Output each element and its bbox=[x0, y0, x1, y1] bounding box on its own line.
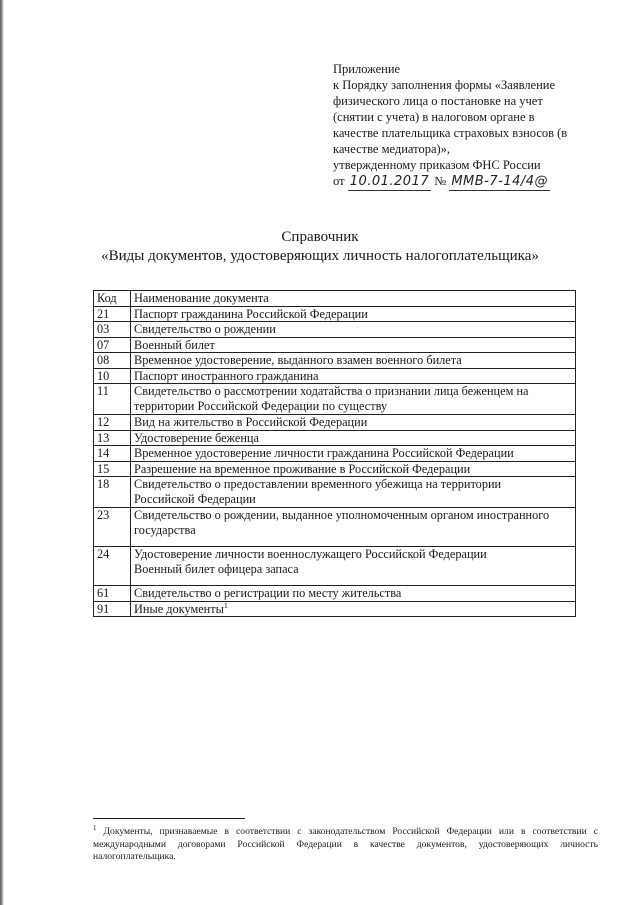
document-types-table bbox=[93, 290, 576, 617]
row-name bbox=[131, 353, 576, 369]
row-name-line: Свидетельство о регистрации по месту жительства bbox=[134, 586, 402, 600]
row-name bbox=[131, 415, 576, 431]
row-name-line: Временное удостоверение, выданного взамен военного билета bbox=[134, 353, 462, 367]
appendix-line: утвержденному приказом ФНС России bbox=[333, 158, 541, 172]
table-row bbox=[94, 353, 576, 369]
appendix-header bbox=[333, 61, 595, 191]
table-row bbox=[94, 508, 576, 547]
appendix-line: физического лица о постановке на учет bbox=[333, 94, 543, 108]
footnote-reference[interactable]: 1 bbox=[223, 600, 228, 610]
row-code: 18 bbox=[94, 477, 131, 508]
row-code: 15 bbox=[94, 461, 131, 477]
row-code: 14 bbox=[94, 446, 131, 462]
row-code: 03 bbox=[94, 322, 131, 338]
table-row bbox=[94, 446, 576, 462]
table-row bbox=[94, 430, 576, 446]
row-code: 10 bbox=[94, 368, 131, 384]
row-code: 11 bbox=[94, 384, 131, 415]
appendix-line: качестве медиатора)», bbox=[333, 142, 451, 156]
row-name-line: Удостоверение личности военнослужащего Российской Федерации bbox=[134, 547, 487, 561]
title-line-1: Справочник bbox=[281, 229, 359, 245]
table-row bbox=[94, 415, 576, 431]
table-row bbox=[94, 306, 576, 322]
row-name bbox=[131, 461, 576, 477]
appendix-line: (снятии с учета) в налоговом органе в bbox=[333, 110, 535, 124]
table-row bbox=[94, 368, 576, 384]
row-name-line: Российской Федерации bbox=[134, 491, 256, 506]
footnote-text: Документы, признаваемые в соответствии с законодательством Российской Федерации или в соответствии с международными договорами Российской Федерации в качестве документов, удостоверяющих личность налогоплательщика. bbox=[93, 826, 598, 863]
row-name-line: Паспорт иностранного гражданина bbox=[134, 368, 319, 383]
appendix-line: Приложение bbox=[333, 62, 401, 76]
row-code: 23 bbox=[94, 508, 131, 547]
date-field bbox=[348, 173, 431, 191]
order-date-number-line bbox=[333, 173, 595, 191]
row-name-line: государства bbox=[134, 522, 196, 537]
number-field bbox=[449, 173, 550, 191]
row-code: 12 bbox=[94, 415, 131, 431]
handwritten-number: ММВ-7-14/4@ bbox=[451, 174, 549, 189]
row-name-line: Военный билет офицера запаса bbox=[134, 561, 299, 576]
row-name-line: территории Российской Федерации по существу bbox=[134, 398, 388, 413]
handwritten-date: 10.01.2017 bbox=[349, 174, 430, 189]
table-header-row bbox=[94, 291, 576, 307]
table-row bbox=[94, 601, 576, 617]
header-name: Наименование документа bbox=[131, 291, 576, 307]
row-name-line: Паспорт гражданина Российской Федерации bbox=[134, 306, 368, 321]
row-name bbox=[131, 601, 576, 617]
row-name-line: Иные документы bbox=[134, 601, 224, 616]
date-prefix: от bbox=[333, 174, 345, 188]
row-name-line: Свидетельство о предоставлении временного убежища на территории bbox=[134, 477, 502, 491]
row-name bbox=[131, 508, 576, 547]
footnote-mark: 1 bbox=[93, 824, 97, 832]
row-name-line: Удостоверение беженца bbox=[134, 430, 259, 445]
row-name-line: Свидетельство о рассмотрении ходатайства о признании лица беженцем на bbox=[134, 384, 529, 398]
table-row bbox=[94, 477, 576, 508]
row-code: 13 bbox=[94, 430, 131, 446]
table-row bbox=[94, 337, 576, 353]
row-name-line: Вид на жительство в Российской Федерации bbox=[134, 415, 368, 429]
table-row bbox=[94, 586, 576, 602]
row-name bbox=[131, 337, 576, 353]
row-name bbox=[131, 446, 576, 462]
row-code: 61 bbox=[94, 586, 131, 602]
document-title bbox=[0, 228, 640, 266]
row-name bbox=[131, 368, 576, 384]
table-row bbox=[94, 547, 576, 586]
number-prefix: № bbox=[434, 174, 447, 188]
row-name bbox=[131, 384, 576, 415]
row-name bbox=[131, 547, 576, 586]
appendix-line: качестве плательщика страховых взносов (в bbox=[333, 126, 568, 140]
footnote bbox=[93, 822, 598, 864]
row-name bbox=[131, 477, 576, 508]
row-code: 08 bbox=[94, 353, 131, 369]
header-code: Код bbox=[94, 291, 131, 307]
table-row bbox=[94, 461, 576, 477]
row-name bbox=[131, 430, 576, 446]
row-code: 91 bbox=[94, 601, 131, 617]
row-name-line: Военный билет bbox=[134, 337, 215, 352]
row-name-line: Свидетельство о рождении, выданное уполномоченным органом иностранного bbox=[134, 508, 550, 522]
table-row bbox=[94, 322, 576, 338]
row-code: 07 bbox=[94, 337, 131, 353]
appendix-line: к Порядку заполнения формы «Заявление bbox=[333, 78, 556, 92]
footnote-separator bbox=[93, 818, 245, 819]
row-name bbox=[131, 586, 576, 602]
page-edge bbox=[0, 0, 4, 905]
row-name-line: Разрешение на временное проживание в Российской Федерации bbox=[134, 461, 471, 476]
row-name-line: Свидетельство о рождении bbox=[134, 322, 276, 336]
title-line-2: «Виды документов, удостоверяющих личность налогоплательщика» bbox=[101, 248, 539, 264]
row-code: 24 bbox=[94, 547, 131, 586]
row-code: 21 bbox=[94, 306, 131, 322]
row-name-line: Временное удостоверение личности гражданина Российской Федерации bbox=[134, 446, 514, 460]
table-row bbox=[94, 384, 576, 415]
row-name bbox=[131, 322, 576, 338]
row-name bbox=[131, 306, 576, 322]
